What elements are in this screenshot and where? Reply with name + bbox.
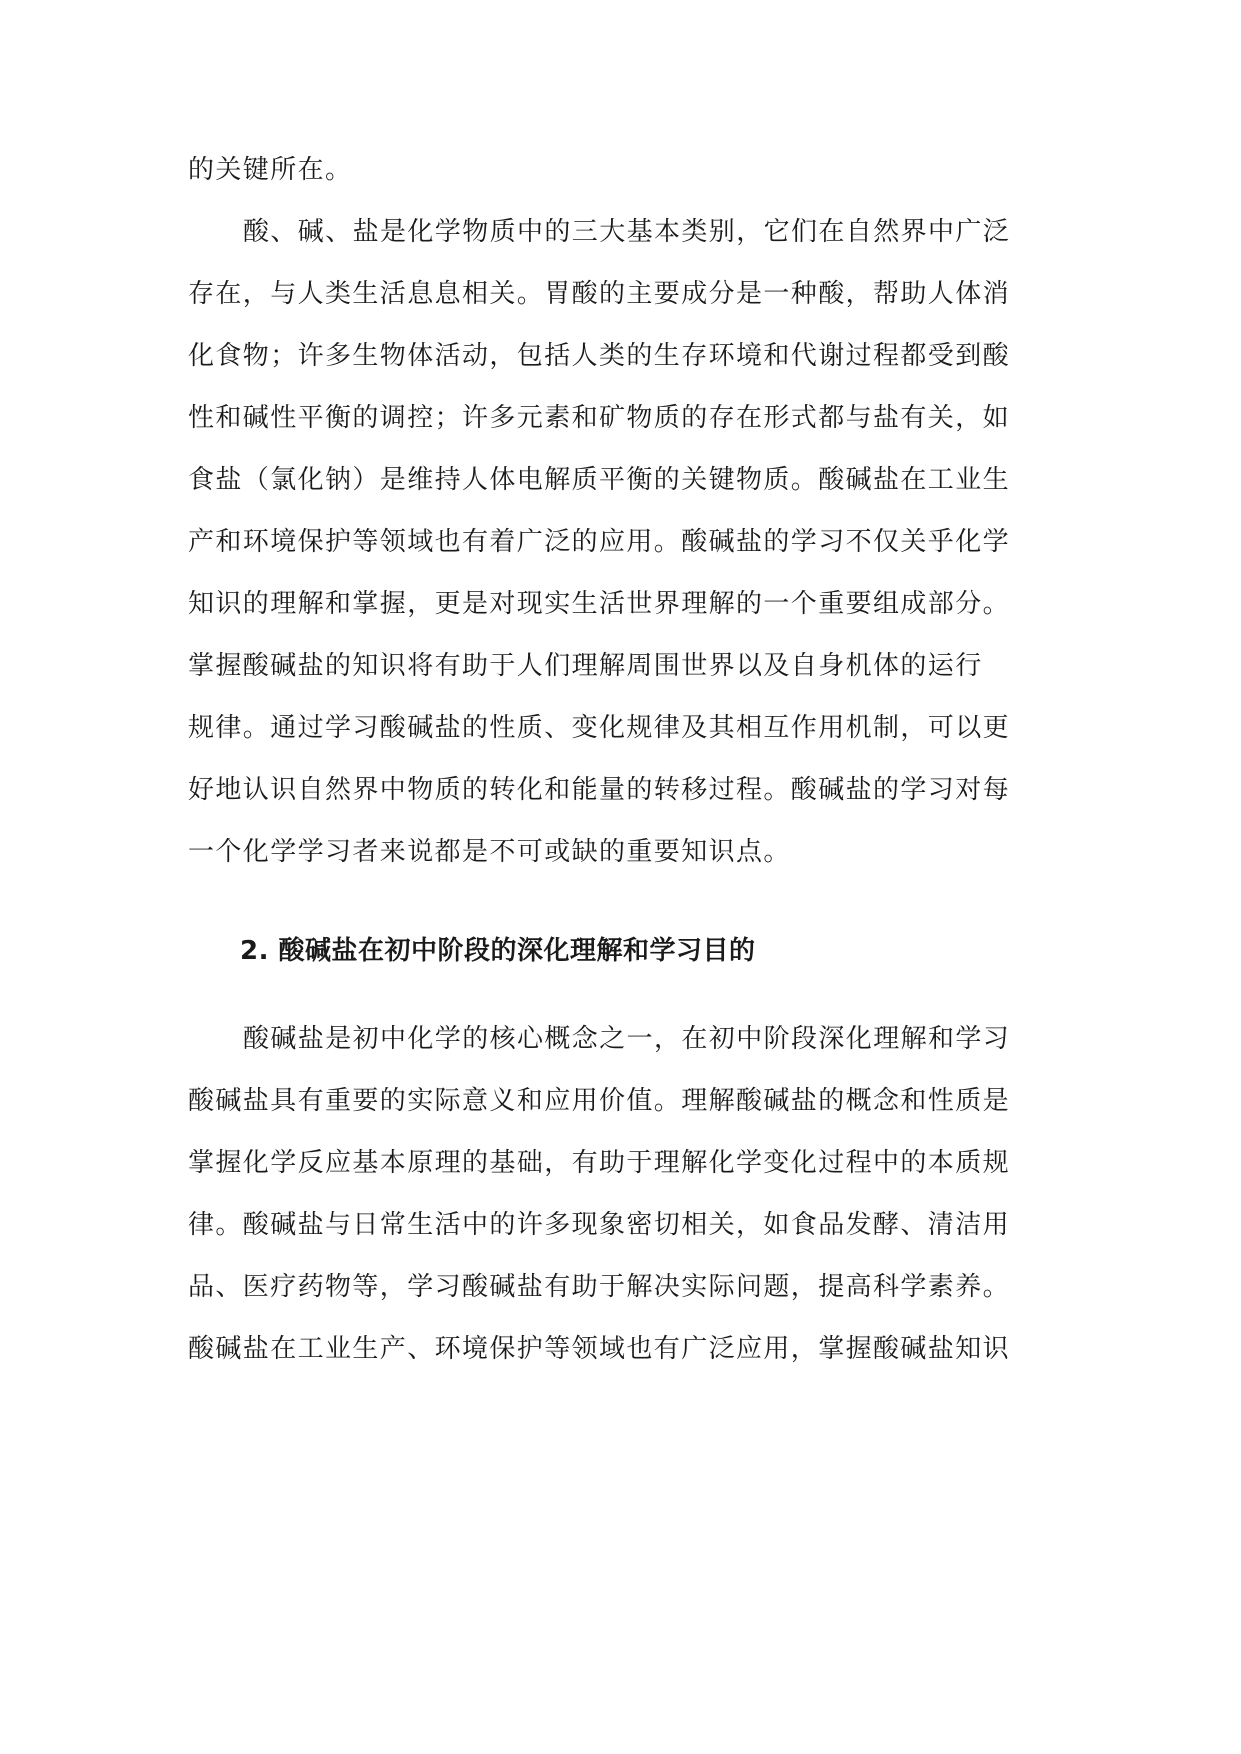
text-line: 律。酸碱盐与日常生活中的许多现象密切相关，如食品发酵、清洁用	[188, 1210, 1011, 1240]
text-line: 性和碱性平衡的调控；许多元素和矿物质的存在形式都与盐有关，如	[188, 403, 1011, 433]
paragraph-first-line: 酸碱盐是初中化学的核心概念之一，在初中阶段深化理解和学习	[243, 1024, 1011, 1054]
text-line: 知识的理解和掌握，更是对现实生活世界理解的一个重要组成部分。	[188, 589, 1011, 619]
text-line: 存在，与人类生活息息相关。胃酸的主要成分是一种酸，帮助人体消	[188, 279, 1011, 309]
text-line: 好地认识自然界中物质的转化和能量的转移过程。酸碱盐的学习对每	[188, 775, 1011, 805]
text-line: 掌握酸碱盐的知识将有助于人们理解周围世界以及自身机体的运行	[188, 651, 983, 681]
text-line: 产和环境保护等领域也有着广泛的应用。酸碱盐的学习不仅关乎化学	[188, 527, 1011, 557]
section-heading: 2. 酸碱盐在初中阶段的深化理解和学习目的	[240, 936, 756, 966]
text-line: 掌握化学反应基本原理的基础，有助于理解化学变化过程中的本质规	[188, 1148, 1011, 1178]
text-line: 的关键所在。	[188, 155, 353, 185]
text-line: 规律。通过学习酸碱盐的性质、变化规律及其相互作用机制，可以更	[188, 713, 1011, 743]
text-line: 一个化学学习者来说都是不可或缺的重要知识点。	[188, 837, 791, 867]
paragraph-first-line: 酸、碱、盐是化学物质中的三大基本类别，它们在自然界中广泛	[243, 217, 1011, 247]
text-line: 品、医疗药物等，学习酸碱盐有助于解决实际问题，提高科学素养。	[188, 1272, 1011, 1302]
text-line: 化食物；许多生物体活动，包括人类的生存环境和代谢过程都受到酸	[188, 341, 1011, 371]
text-line: 酸碱盐具有重要的实际意义和应用价值。理解酸碱盐的概念和性质是	[188, 1086, 1011, 1116]
text-line: 酸碱盐在工业生产、环境保护等领域也有广泛应用，掌握酸碱盐知识	[188, 1334, 1011, 1364]
text-line: 食盐（氯化钠）是维持人体电解质平衡的关键物质。酸碱盐在工业生	[188, 465, 1011, 495]
